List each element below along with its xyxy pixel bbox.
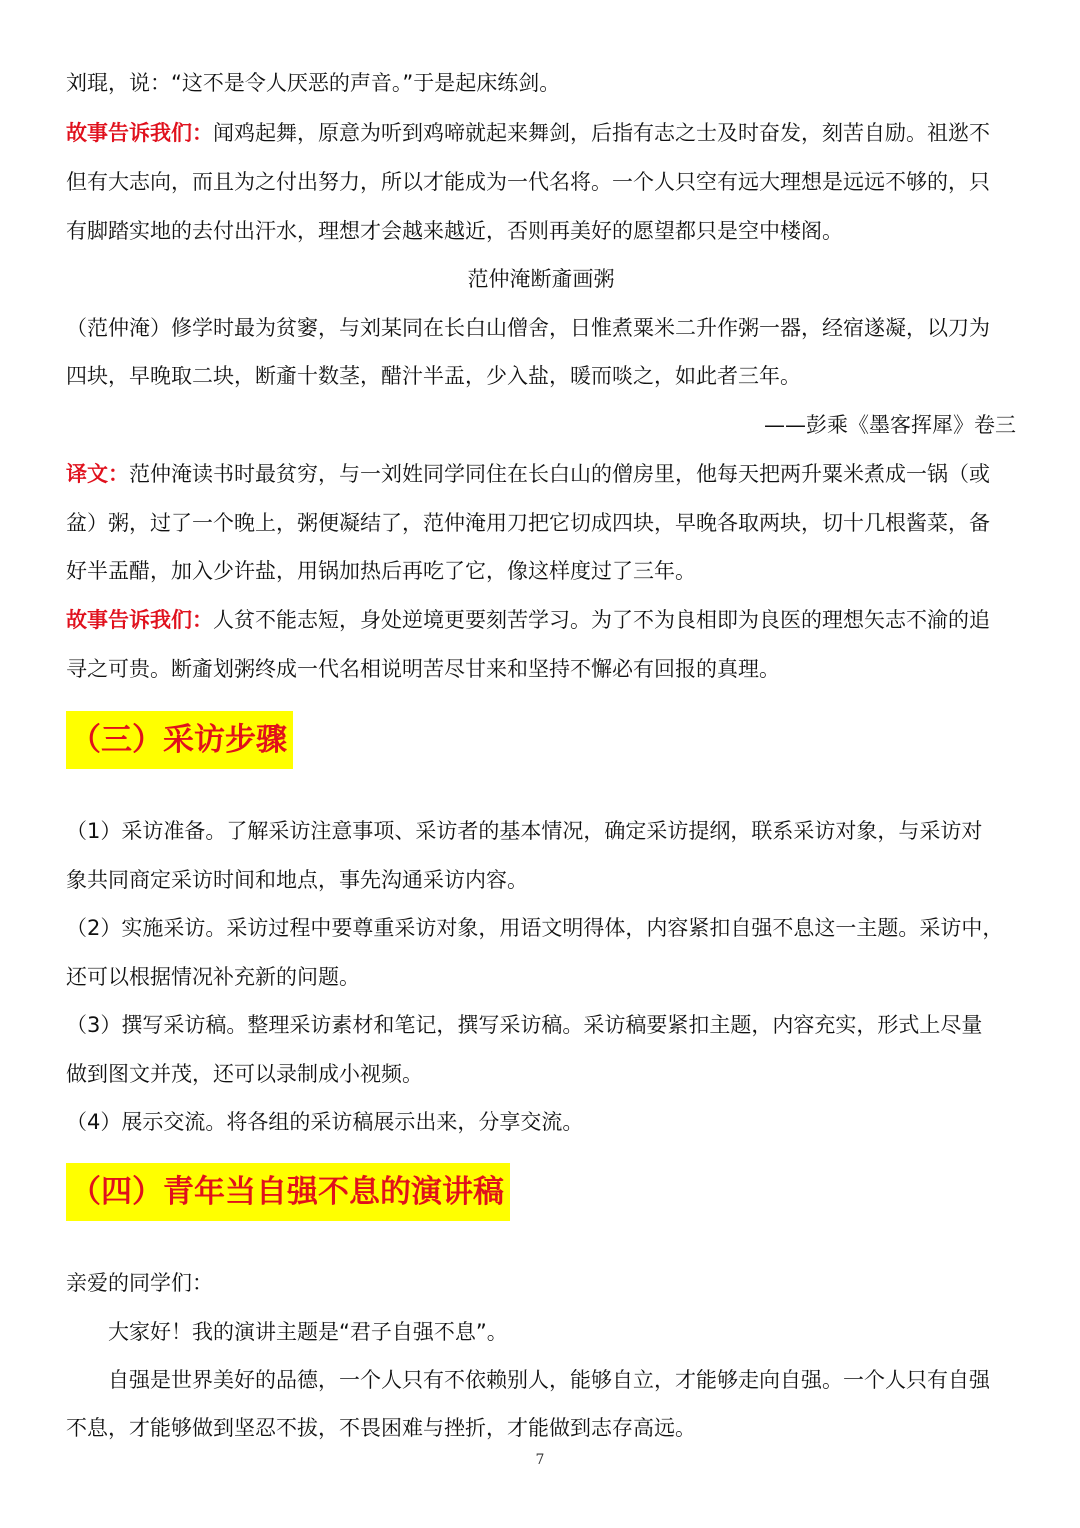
story2-translation-line: 好半盂醋，加入少许盐，用锅加热后再吃了它，像这样度过了三年。 bbox=[66, 559, 696, 583]
story1-lesson-line: 但有大志向，而且为之付出努力，所以才能成为一代名将。一个人只空有远大理想是远远不够的，只 bbox=[66, 170, 990, 194]
story1-lesson-text: 闻鸡起舞，原意为听到鸡啼就起来舞剑，后指有志之士及时奋发，刻苦自励。祖逖不 bbox=[213, 121, 990, 145]
story2-translation-line: 盆）粥，过了一个晚上，粥便凝结了，范仲淹用刀把它切成四块，早晚各取两块，切十几根酱菜，备 bbox=[66, 511, 990, 535]
story2-lesson-line: 寻之可贵。断齑划粥终成一代名相说明苦尽甘来和坚持不懈必有回报的真理。 bbox=[66, 657, 780, 681]
section3-text-line: 象共同商定采访时间和地点，事先沟通采访内容。 bbox=[66, 868, 528, 892]
story2-lesson-label: 故事告诉我们： bbox=[66, 608, 213, 632]
speech-line: 自强是世界美好的品德，一个人只有不依赖别人，能够自立，才能够走向自强。一个人只有自强 bbox=[108, 1368, 990, 1392]
section3-heading: （三）采访步骤 bbox=[66, 711, 293, 769]
story2-translation-text: 范仲淹读书时最贫穷，与一刘姓同学同住在长白山的僧房里，他每天把两升粟米煮成一锅（或 bbox=[129, 462, 990, 486]
section3-text-line: （3）撰写采访稿。整理采访素材和笔记，撰写采访稿。采访稿要紧扣主题，内容充实，形式上尽量 bbox=[66, 1013, 983, 1037]
speech-line: 大家好！我的演讲主题是“君子自强不息”。 bbox=[108, 1320, 508, 1344]
story2-title: 范仲淹断齑画粥 bbox=[467, 267, 615, 291]
story1-text-line: 刘琨，说：“这不是令人厌恶的声音。”于是起床练剑。 bbox=[66, 71, 561, 95]
section3-text-line: 还可以根据情况补充新的问题。 bbox=[66, 965, 360, 989]
section3-text-line: 做到图文并茂，还可以录制成小视频。 bbox=[66, 1062, 423, 1086]
section3-text-line: （1）采访准备。了解采访注意事项、采访者的基本情况，确定采访提纲，联系采访对象，与采访对 bbox=[66, 819, 983, 843]
section4-heading: （四）青年当自强不息的演讲稿 bbox=[66, 1163, 510, 1221]
story2-source: ——彭乘《墨客挥犀》卷三 bbox=[764, 413, 1016, 437]
speech-greeting: 亲爱的同学们： bbox=[66, 1271, 213, 1295]
story2-lesson-line bbox=[66, 606, 1016, 634]
story2-translation-line bbox=[66, 460, 1016, 488]
story1-lesson-line: 有脚踏实地的去付出汗水，理想才会越来越近，否则再美好的愿望都只是空中楼阁。 bbox=[66, 219, 843, 243]
section3-text-line: （2）实施采访。采访过程中要尊重采访对象，用语文明得体，内容紧扣自强不息这一主题。采访中， bbox=[66, 916, 1004, 940]
page-number: 7 bbox=[535, 1452, 545, 1468]
story2-original-line: （范仲淹）修学时最为贫窭，与刘某同在长白山僧舍，日惟煮粟米二升作粥一器，经宿遂凝，以刀为 bbox=[66, 316, 990, 340]
story1-lesson-line bbox=[66, 119, 1016, 147]
story2-translation-label: 译文： bbox=[66, 462, 129, 486]
section3-text-line: （4）展示交流。将各组的采访稿展示出来，分享交流。 bbox=[66, 1110, 584, 1134]
story2-lesson-text: 人贫不能志短，身处逆境更要刻苦学习。为了不为良相即为良医的理想矢志不渝的追 bbox=[213, 608, 990, 632]
speech-line: 不息，才能够做到坚忍不拔，不畏困难与挫折，才能做到志存高远。 bbox=[66, 1416, 696, 1440]
story2-original-line: 四块，早晚取二块，断齑十数茎，醋汁半盂，少入盐，暖而啖之，如此者三年。 bbox=[66, 364, 801, 388]
story1-lesson-label: 故事告诉我们： bbox=[66, 121, 213, 145]
